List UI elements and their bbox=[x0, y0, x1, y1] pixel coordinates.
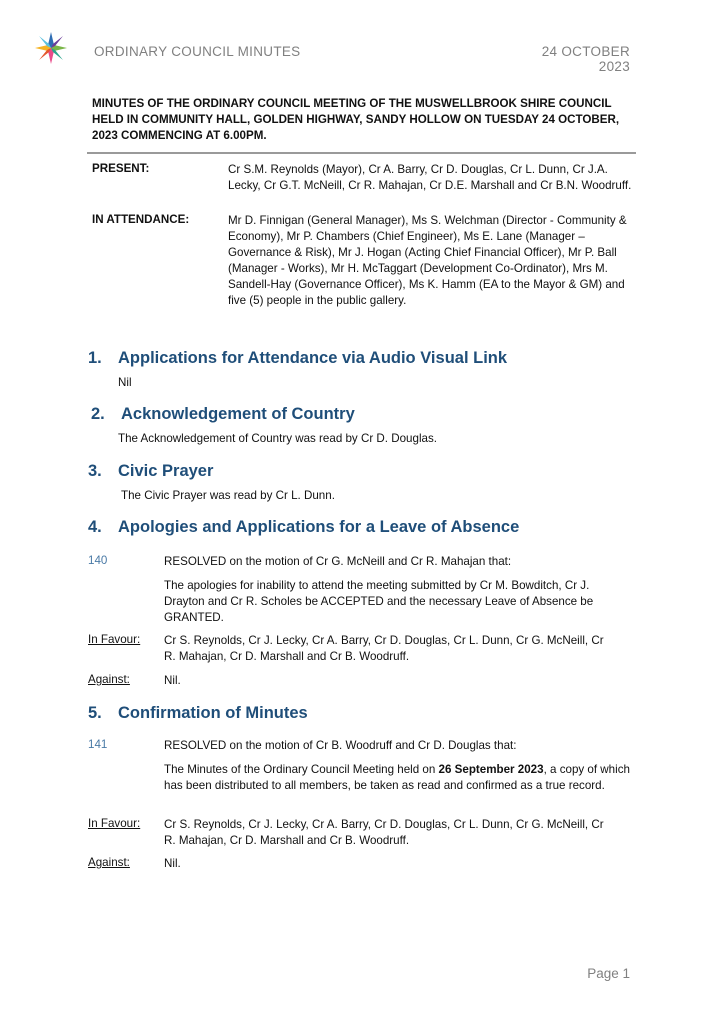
section-number: 5. bbox=[88, 704, 102, 722]
attendance-list: Mr D. Finnigan (General Manager), Ms S. Welchman (Director - Community & Economy), Mr P. Chambers (Chief Engineer), Ms E. Lane (Manager – Governance & Risk), Mr J. Hogan (Acting Chief Financial Officer), Mr P. Ball (Manager - Works), Mr H. McTaggart (Development Co-Ordinator), Mrs M. Sandell-Hay (Governance Officer), Ms K. Hamm (EA to the Mayor & GM) and five (5) people in the public gallery. bbox=[228, 214, 627, 307]
header-document-title: ORDINARY COUNCIL MINUTES bbox=[94, 44, 301, 59]
section-number: 2. bbox=[91, 405, 105, 423]
detail-text: The Minutes of the Ordinary Council Meeting held on bbox=[164, 763, 439, 776]
section-number: 1. bbox=[88, 349, 102, 367]
muswellbrook-star-logo-icon bbox=[33, 30, 69, 66]
meeting-date: 26 September 2023 bbox=[438, 763, 544, 776]
against-value: Nil. bbox=[164, 857, 181, 870]
resolution-detail bbox=[164, 762, 632, 794]
section-title: Acknowledgement of Country bbox=[121, 405, 355, 423]
section-heading-1 bbox=[88, 349, 507, 368]
attendance-label: IN ATTENDANCE: bbox=[92, 213, 190, 226]
section-heading-3 bbox=[88, 462, 213, 481]
present-label: PRESENT: bbox=[92, 162, 150, 175]
resolution-motion: RESOLVED on the motion of Cr B. Woodruff and Cr D. Douglas that: bbox=[164, 739, 517, 752]
section-title: Apologies and Applications for a Leave of Absence bbox=[118, 518, 520, 536]
section-title: Applications for Attendance via Audio Visual Link bbox=[118, 349, 508, 367]
against-label: Against: bbox=[88, 673, 130, 686]
section-title: Civic Prayer bbox=[118, 462, 214, 480]
resolution-number: 141 bbox=[88, 738, 108, 751]
against-value: Nil. bbox=[164, 674, 181, 687]
in-favour-label: In Favour: bbox=[88, 817, 141, 830]
section-heading-5 bbox=[88, 704, 308, 723]
in-favour-list: Cr S. Reynolds, Cr J. Lecky, Cr A. Barry, Cr D. Douglas, Cr L. Dunn, Cr G. McNeill, Cr R. Mahajan, Cr D. Marshall and Cr B. Woodruff. bbox=[164, 634, 604, 663]
section-heading-2 bbox=[91, 405, 355, 424]
section-title: Confirmation of Minutes bbox=[118, 704, 308, 722]
page-number: Page 1 bbox=[587, 966, 630, 981]
detail-text: , a copy of which has been distributed to all members, be taken as read and confirmed as a true record. bbox=[164, 763, 630, 792]
section-number: 4. bbox=[88, 518, 102, 536]
title-divider bbox=[87, 152, 636, 154]
present-list: Cr S.M. Reynolds (Mayor), Cr A. Barry, Cr D. Douglas, Cr L. Dunn, Cr J.A. Lecky, Cr G.T. McNeill, Cr R. Mahajan, Cr D.E. Marshall and Cr B.N. Woodruff. bbox=[228, 163, 632, 192]
resolution-motion: RESOLVED on the motion of Cr G. McNeill and Cr R. Mahajan that: bbox=[164, 555, 512, 568]
minutes-title: MINUTES OF THE ORDINARY COUNCIL MEETING OF THE MUSWELLBROOK SHIRE COUNCIL HELD IN COMMUNITY HALL, GOLDEN HIGHWAY, SANDY HOLLOW ON TUESDAY 24 OCTOBER, 2023 COMMENCING AT 6.00PM. bbox=[92, 97, 620, 142]
section-heading-4 bbox=[88, 518, 519, 537]
header-date: 24 OCTOBER 2023 bbox=[541, 44, 630, 74]
section-number: 3. bbox=[88, 462, 102, 480]
section-2-body: The Acknowledgement of Country was read by Cr D. Douglas. bbox=[118, 432, 437, 445]
in-favour-list: Cr S. Reynolds, Cr J. Lecky, Cr A. Barry, Cr D. Douglas, Cr L. Dunn, Cr G. McNeill, Cr R. Mahajan, Cr D. Marshall and Cr B. Woodruff. bbox=[164, 818, 604, 847]
resolution-detail: The apologies for inability to attend the meeting submitted by Cr M. Bowditch, Cr J. Drayton and Cr R. Scholes be ACCEPTED and the necessary Leave of Absence be GRANTED. bbox=[164, 579, 594, 624]
resolution-number: 140 bbox=[88, 554, 108, 567]
in-favour-label: In Favour: bbox=[88, 633, 141, 646]
section-1-body: Nil bbox=[118, 376, 132, 389]
against-label: Against: bbox=[88, 856, 130, 869]
section-3-body: The Civic Prayer was read by Cr L. Dunn. bbox=[121, 489, 335, 502]
